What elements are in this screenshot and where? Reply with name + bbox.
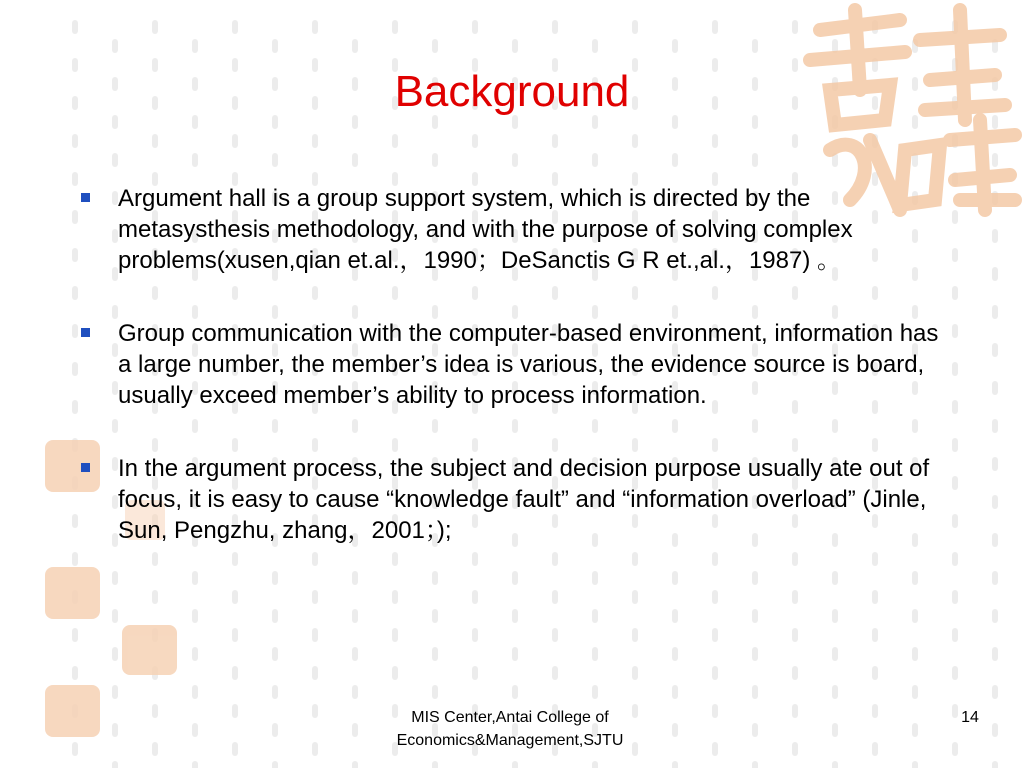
pattern-dash bbox=[232, 628, 238, 642]
pattern-dash bbox=[552, 628, 558, 642]
pattern-dash bbox=[392, 666, 398, 680]
pattern-dash bbox=[312, 742, 318, 756]
pattern-dash bbox=[112, 153, 118, 167]
pattern-dash bbox=[432, 647, 438, 661]
footer-institution bbox=[340, 706, 680, 752]
pattern-dash bbox=[152, 704, 158, 718]
pattern-dash bbox=[72, 628, 78, 642]
pattern-dash bbox=[592, 685, 598, 699]
pattern-dash bbox=[152, 134, 158, 148]
pattern-dash bbox=[712, 742, 718, 756]
bullet-item bbox=[78, 318, 958, 411]
pattern-dash bbox=[152, 20, 158, 34]
bullet-item bbox=[78, 453, 958, 546]
pattern-dash bbox=[912, 761, 918, 768]
pattern-dash bbox=[872, 704, 878, 718]
pattern-dash bbox=[512, 153, 518, 167]
pattern-dash bbox=[352, 685, 358, 699]
pattern-dash bbox=[992, 343, 998, 357]
pattern-dash bbox=[432, 685, 438, 699]
slide-title: Background bbox=[394, 67, 630, 116]
pattern-dash bbox=[192, 647, 198, 661]
pattern-dash bbox=[392, 20, 398, 34]
pattern-dash bbox=[192, 153, 198, 167]
pattern-dash bbox=[512, 761, 518, 768]
pattern-dash bbox=[272, 685, 278, 699]
pattern-dash bbox=[592, 609, 598, 623]
pattern-dash bbox=[472, 590, 478, 604]
pattern-dash bbox=[792, 704, 798, 718]
pattern-dash bbox=[512, 39, 518, 53]
square-bullet-icon bbox=[81, 193, 90, 202]
pattern-dash bbox=[552, 134, 558, 148]
pattern-dash bbox=[272, 761, 278, 768]
pattern-dash bbox=[312, 134, 318, 148]
pattern-dash bbox=[232, 704, 238, 718]
pattern-dash bbox=[432, 761, 438, 768]
pattern-dash bbox=[992, 533, 998, 547]
pattern-dash bbox=[552, 666, 558, 680]
pattern-dash bbox=[512, 685, 518, 699]
pattern-dash bbox=[992, 381, 998, 395]
pattern-dash bbox=[72, 20, 78, 34]
pattern-dash bbox=[792, 20, 798, 34]
pattern-dash bbox=[952, 742, 958, 756]
pattern-dash bbox=[952, 666, 958, 680]
pattern-dash bbox=[872, 628, 878, 642]
pattern-dash bbox=[272, 39, 278, 53]
pattern-dash bbox=[312, 666, 318, 680]
pattern-dash bbox=[472, 134, 478, 148]
pattern-dash bbox=[192, 685, 198, 699]
pattern-dash bbox=[312, 590, 318, 604]
pattern-dash bbox=[992, 609, 998, 623]
pattern-dash bbox=[992, 305, 998, 319]
pattern-dash bbox=[712, 628, 718, 642]
pattern-dash bbox=[752, 723, 758, 737]
pattern-dash bbox=[592, 39, 598, 53]
pattern-dash bbox=[752, 647, 758, 661]
pattern-dash bbox=[672, 39, 678, 53]
pattern-dash bbox=[152, 590, 158, 604]
pattern-dash bbox=[472, 20, 478, 34]
footer-line-2: Economics&Management,SJTU bbox=[396, 732, 624, 749]
pattern-dash bbox=[792, 590, 798, 604]
pattern-dash bbox=[592, 153, 598, 167]
pattern-dash bbox=[832, 761, 838, 768]
pattern-dash bbox=[312, 628, 318, 642]
pattern-dash bbox=[792, 628, 798, 642]
footer-line-1: MIS Center,Antai College of bbox=[411, 709, 609, 726]
pattern-dash bbox=[272, 723, 278, 737]
pattern-dash bbox=[312, 20, 318, 34]
pattern-dash bbox=[72, 666, 78, 680]
pattern-dash bbox=[832, 609, 838, 623]
pattern-dash bbox=[112, 609, 118, 623]
pattern-dash bbox=[992, 647, 998, 661]
pattern-dash bbox=[232, 20, 238, 34]
pattern-dash bbox=[832, 685, 838, 699]
pattern-dash bbox=[192, 39, 198, 53]
pattern-dash bbox=[992, 153, 998, 167]
pattern-dash bbox=[912, 647, 918, 661]
pattern-dash bbox=[232, 666, 238, 680]
bullet-text: Group communication with the computer-based environment, information has a large number, the member’s idea is various, the evidence source is board, usually exceed member’s ability to process information. bbox=[118, 320, 939, 409]
pattern-dash bbox=[192, 761, 198, 768]
pattern-dash bbox=[112, 39, 118, 53]
pattern-dash bbox=[992, 723, 998, 737]
pattern-dash bbox=[392, 134, 398, 148]
pattern-dash bbox=[712, 666, 718, 680]
pattern-dash bbox=[632, 628, 638, 642]
pattern-dash bbox=[832, 723, 838, 737]
pattern-dash bbox=[472, 628, 478, 642]
pattern-dash bbox=[912, 609, 918, 623]
pattern-dash bbox=[232, 134, 238, 148]
bullet-list bbox=[78, 183, 958, 588]
pattern-dash bbox=[992, 571, 998, 585]
pattern-dash bbox=[832, 647, 838, 661]
pattern-dash bbox=[552, 590, 558, 604]
pattern-dash bbox=[992, 267, 998, 281]
pattern-dash bbox=[352, 609, 358, 623]
pattern-dash bbox=[432, 39, 438, 53]
pattern-dash bbox=[592, 761, 598, 768]
pattern-dash bbox=[672, 685, 678, 699]
bullet-item bbox=[78, 183, 958, 276]
pattern-dash bbox=[432, 609, 438, 623]
pattern-dash bbox=[632, 590, 638, 604]
pattern-dash bbox=[392, 590, 398, 604]
pattern-dash bbox=[952, 590, 958, 604]
pattern-dash bbox=[792, 742, 798, 756]
pattern-dash bbox=[872, 666, 878, 680]
pattern-dash bbox=[232, 590, 238, 604]
pattern-dash bbox=[712, 704, 718, 718]
pattern-dash bbox=[712, 590, 718, 604]
pattern-dash bbox=[272, 153, 278, 167]
pattern-dash bbox=[792, 134, 798, 148]
pattern-dash bbox=[352, 647, 358, 661]
pattern-dash bbox=[752, 761, 758, 768]
pattern-dash bbox=[512, 609, 518, 623]
pattern-dash bbox=[872, 742, 878, 756]
pattern-dash bbox=[192, 723, 198, 737]
pattern-dash bbox=[672, 647, 678, 661]
pattern-dash bbox=[72, 742, 78, 756]
pattern-dash bbox=[672, 153, 678, 167]
pattern-dash bbox=[352, 153, 358, 167]
pattern-dash bbox=[312, 704, 318, 718]
pattern-dash bbox=[752, 39, 758, 53]
pattern-dash bbox=[792, 666, 798, 680]
pattern-dash bbox=[672, 761, 678, 768]
pattern-dash bbox=[592, 647, 598, 661]
pattern-dash bbox=[752, 609, 758, 623]
pattern-dash bbox=[912, 685, 918, 699]
pattern-dash bbox=[352, 761, 358, 768]
pattern-dash bbox=[712, 134, 718, 148]
pattern-dash bbox=[112, 723, 118, 737]
pattern-dash bbox=[632, 134, 638, 148]
pattern-dash bbox=[152, 742, 158, 756]
pattern-dash bbox=[112, 647, 118, 661]
pattern-dash bbox=[72, 134, 78, 148]
pattern-dash bbox=[632, 666, 638, 680]
pattern-dash bbox=[992, 229, 998, 243]
pattern-dash bbox=[632, 20, 638, 34]
pattern-dash bbox=[392, 628, 398, 642]
pattern-dash bbox=[992, 419, 998, 433]
pattern-dash bbox=[872, 590, 878, 604]
page-number: 14 bbox=[961, 709, 979, 726]
pattern-dash bbox=[272, 609, 278, 623]
square-bullet-icon bbox=[81, 463, 90, 472]
pattern-dash bbox=[112, 761, 118, 768]
pattern-dash bbox=[352, 39, 358, 53]
pattern-dash bbox=[952, 628, 958, 642]
pattern-dash bbox=[992, 495, 998, 509]
pattern-dash bbox=[992, 761, 998, 768]
pattern-dash bbox=[752, 685, 758, 699]
square-bullet-icon bbox=[81, 328, 90, 337]
pattern-dash bbox=[712, 20, 718, 34]
pattern-dash bbox=[672, 609, 678, 623]
pattern-dash bbox=[472, 666, 478, 680]
pattern-dash bbox=[232, 742, 238, 756]
pattern-dash bbox=[192, 609, 198, 623]
pattern-dash bbox=[912, 723, 918, 737]
pattern-dash bbox=[552, 20, 558, 34]
pattern-dash bbox=[112, 685, 118, 699]
pattern-dash bbox=[752, 153, 758, 167]
bullet-text: In the argument process, the subject and decision purpose usually ate out of focus, it is easy to cause “knowledge fault” and “information overload” (Jinle, Sun, Pengzhu, zhang，2001；); bbox=[118, 455, 930, 544]
pattern-dash bbox=[432, 153, 438, 167]
pattern-dash bbox=[512, 647, 518, 661]
pattern-dash bbox=[992, 457, 998, 471]
pattern-dash bbox=[992, 685, 998, 699]
bullet-text: Argument hall is a group support system, which is directed by the metasysthesis methodology, and with the purpose of solving complex problems(xusen,qian et.al.，1990；DeSanctis G R et.,al.，1987) 。 bbox=[118, 185, 853, 274]
pattern-dash bbox=[272, 647, 278, 661]
